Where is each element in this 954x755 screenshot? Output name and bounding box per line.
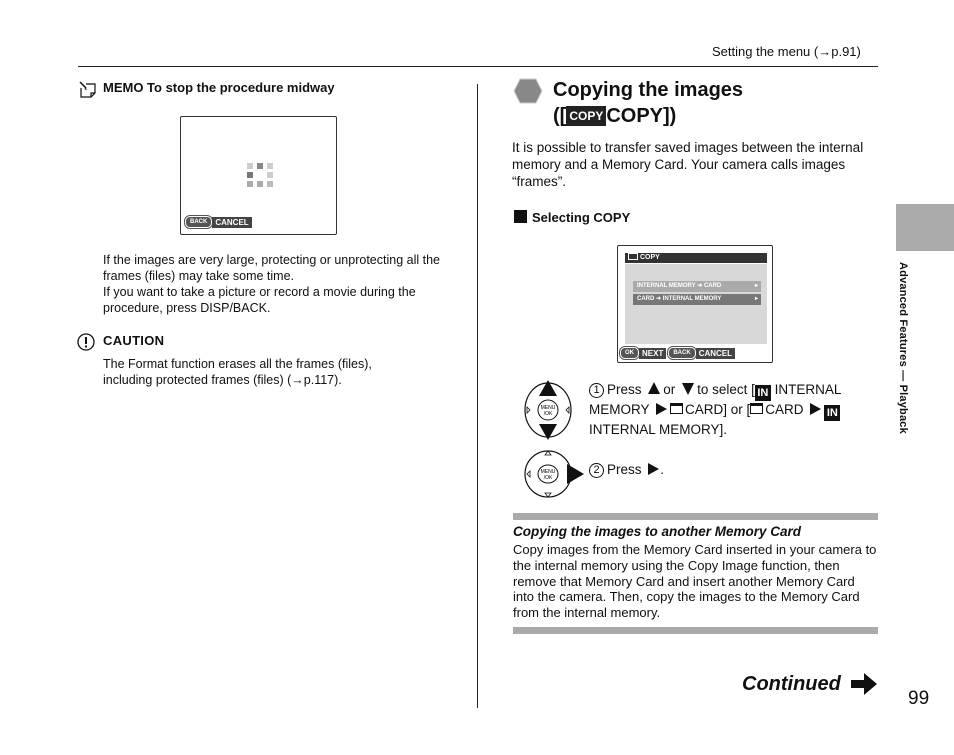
title-open: ([ [553, 105, 567, 127]
internal-memory-icon: IN [755, 385, 771, 401]
step-1-number: 1 [589, 383, 604, 398]
right-arrow-icon-2 [810, 403, 821, 415]
option1-chevron-icon: ▸ [754, 283, 758, 289]
card-icon [670, 403, 683, 414]
svg-text:MENU: MENU [540, 469, 556, 475]
section-hexagon-icon [513, 78, 543, 104]
side-label-text: Advanced Features — Playback [897, 262, 909, 434]
step-2-number: 2 [589, 463, 604, 478]
caution-text: The Format function erases all the frames (files), including protected frames (files) (→p.117). [103, 357, 372, 387]
up-arrow-icon [648, 382, 660, 394]
cancel-label-2: CANCEL [696, 348, 735, 359]
side-tab [896, 204, 954, 251]
next-label: NEXT [639, 348, 666, 359]
step1-to-select: to select [ [697, 382, 755, 397]
side-label [896, 262, 910, 442]
column-divider [477, 84, 478, 708]
back-badge: BACK [185, 216, 212, 228]
camera-screen-processing [180, 116, 337, 235]
right-arrow-icon [656, 403, 667, 415]
copy-menu-titlebar [625, 253, 767, 263]
step1-internal: INTERNAL MEMORY [589, 382, 841, 417]
page-number: 99 [908, 688, 930, 709]
dpad-right-icon [522, 448, 586, 500]
memo-title: MEMO To stop the procedure midway [103, 80, 335, 95]
option1-from: INTERNAL MEMORY [637, 283, 696, 289]
step2-end: . [660, 462, 665, 477]
card-icon-2 [750, 403, 763, 414]
copy-mini-icon [628, 253, 638, 260]
section-title-line1: Copying the images [553, 79, 744, 101]
note-top-bar [513, 513, 878, 520]
title-close: COPY]) [606, 105, 677, 127]
caution-icon [77, 333, 95, 351]
memo-icon [78, 80, 98, 100]
ok-badge: OK [620, 347, 639, 359]
step-1 [589, 381, 879, 439]
copy-menu-title: COPY [640, 254, 660, 261]
memo-paragraph-1: If the images are very large, protecting or unprotecting all the frames (files) may take some time. [103, 253, 440, 283]
note-bottom-bar [513, 627, 878, 634]
section-title [553, 77, 743, 129]
memo-paragraph-2: If you want to take a picture or record a movie during the procedure, press DISP/BACK. [103, 285, 416, 315]
option2-from: CARD [637, 296, 655, 302]
note-text: Copy images from the Memory Card inserted in your camera to the internal memory using the Copy Image function, then remove that Memory Card and insert another Memory Card into the camera. Then, copy the images to the Memory Card from the internal memory. [513, 542, 877, 621]
continued-label: Continued [742, 673, 841, 695]
copy-badge-icon: COPY [566, 106, 606, 126]
step1-card2: CARD [765, 402, 804, 417]
option2-chevron-icon: ▸ [754, 296, 758, 302]
step1-internal2: INTERNAL MEMORY]. [589, 422, 728, 437]
caution-title: CAUTION [103, 333, 165, 348]
dpad-up-down-icon [522, 378, 576, 442]
continued-arrow-icon [851, 673, 877, 695]
option-internal-to-card[interactable]: INTERNAL MEMORY ➜ CARD ▸ [633, 281, 761, 292]
note-title: Copying the images to another Memory Card [513, 524, 802, 539]
camera-screen-copy-menu [617, 245, 773, 363]
step1-or: or [663, 382, 676, 397]
back-badge-2: BACK [668, 347, 695, 359]
loading-icon [247, 163, 273, 187]
svg-text:/OK: /OK [543, 411, 553, 417]
step2-press: Press [607, 462, 642, 477]
option-card-to-internal[interactable]: CARD ➜ INTERNAL MEMORY ▸ [633, 294, 761, 305]
section-title-line2 [553, 103, 743, 129]
step1-card: CARD] or [ [685, 402, 751, 417]
running-header: Setting the menu (→p.91) [712, 44, 861, 59]
step-2 [589, 461, 789, 479]
square-bullet-icon [514, 210, 527, 223]
cancel-label: CANCEL [212, 217, 251, 228]
right-triangle-icon [648, 463, 659, 475]
copy-menu-panel [625, 264, 767, 344]
step1-press: Press [607, 382, 642, 397]
selecting-copy-heading: Selecting COPY [532, 210, 631, 225]
intro-paragraph: It is possible to transfer saved images between the internal memory and a Memory Card. Your camera calls images “frames”. [512, 140, 864, 189]
svg-text:MENU: MENU [540, 405, 556, 411]
internal-memory-icon-2: IN [824, 405, 840, 421]
copy-menu-footer [620, 347, 735, 359]
down-arrow-icon [682, 383, 694, 395]
svg-text:/OK: /OK [543, 475, 553, 481]
option2-to: INTERNAL MEMORY [662, 296, 722, 302]
option1-to: CARD [703, 283, 722, 289]
header-rule [78, 66, 878, 67]
